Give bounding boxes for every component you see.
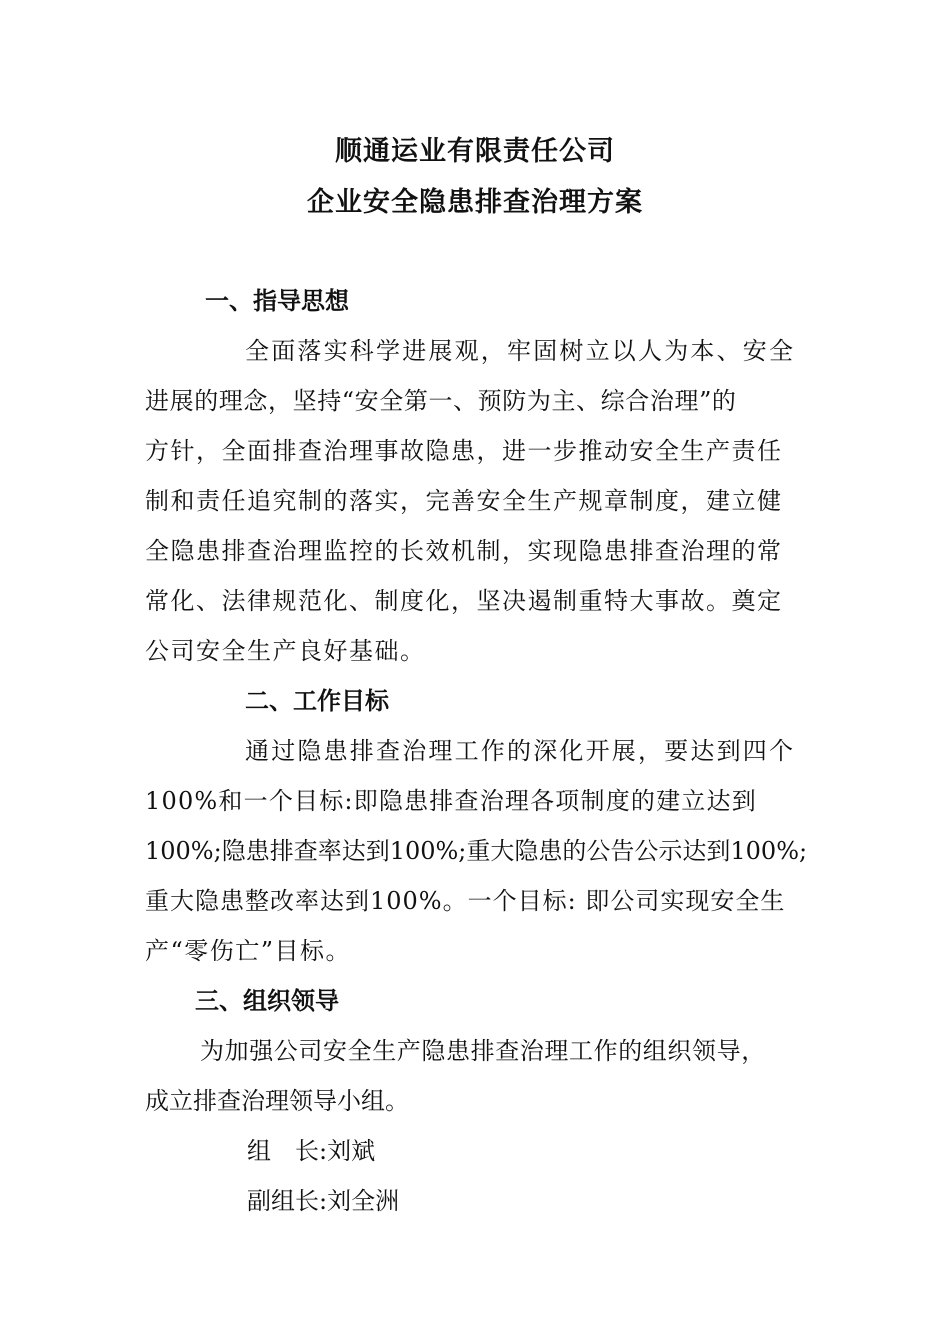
paragraph-line: 通过隐患排查治理工作的深化开展，要达到四个 — [245, 737, 796, 765]
deputy-leader-line: 副组长:刘全洲 — [247, 1187, 400, 1215]
section-heading-organization: 三、组织领导 — [195, 987, 339, 1015]
paragraph-line: 100%和一个目标:即隐患排查治理各项制度的建立达到 — [145, 787, 757, 815]
paragraph-line: 公司安全生产良好基础。 — [145, 637, 426, 665]
document-title: 企业安全隐患排查治理方案 — [307, 187, 643, 218]
leader-line: 组 长:刘斌 — [247, 1137, 376, 1165]
paragraph-line: 方针，全面排查治理事故隐患，进一步推动安全生产责任 — [145, 437, 783, 465]
paragraph-line: 全隐患排查治理监控的长效机制，实现隐患排查治理的常 — [145, 537, 783, 565]
section-heading-guiding-ideology: 一、指导思想 — [205, 287, 349, 315]
paragraph-line: 制和责任追究制的落实，完善安全生产规章制度，建立健 — [145, 487, 783, 515]
paragraph-line: 为加强公司安全生产隐患排查治理工作的组织领导， — [200, 1037, 766, 1065]
paragraph-line: 100%;隐患排查率达到100%;重大隐患的公告公示达到100%; — [145, 837, 808, 865]
paragraph-line: 产“零伤亡”目标。 — [145, 937, 352, 965]
paragraph-line: 成立排查治理领导小组。 — [145, 1087, 409, 1115]
paragraph-line: 进展的理念，坚持“安全第一、预防为主、综合治理”的 — [145, 387, 737, 415]
company-title: 顺通运业有限责任公司 — [335, 136, 615, 167]
paragraph-line: 重大隐患整改率达到100%。一个目标: 即公司实现安全生 — [145, 887, 786, 915]
paragraph-line: 全面落实科学进展观，牢固树立以人为本、安全 — [245, 337, 796, 365]
paragraph-line: 常化、法律规范化、制度化，坚决遏制重特大事故。奠定 — [145, 587, 783, 615]
section-heading-work-goals: 二、工作目标 — [245, 687, 389, 715]
